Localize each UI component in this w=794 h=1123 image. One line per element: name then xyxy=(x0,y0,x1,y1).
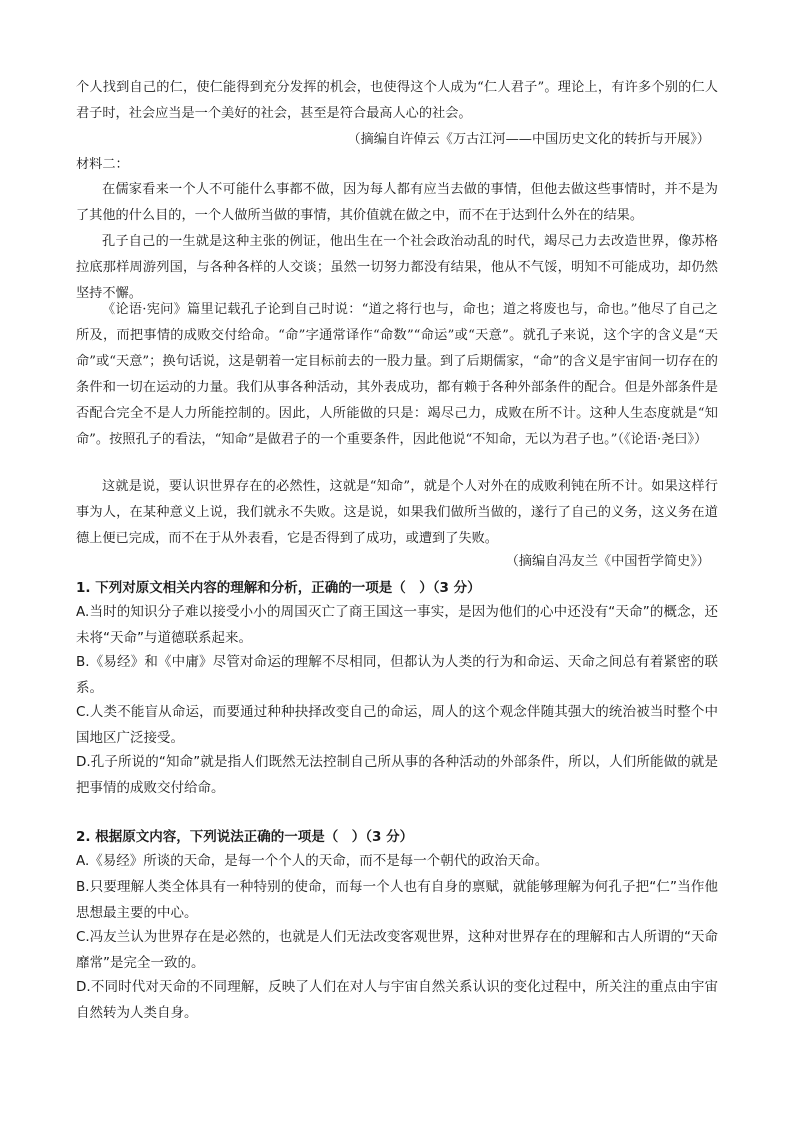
option-c: C.人类不能盲从命运，而要通过种种抉择改变自己的命运，周人的这个观念伴随其强大的统治被当时整个中国地区广泛接受。 xyxy=(76,704,718,746)
option-d: D.孔子所说的“知命”就是指人们既然无法控制自己所从事的各种活动的外部条件，所以，人们所能做的就是把事情的成败交付给命。 xyxy=(76,754,718,796)
passage-paragraph: 这就是说，要认识世界存在的必然性，这就是“知命”，就是个人对外在的成败利钝在所不计。如果这样行事为人，在某种意义上说，我们就永不失败。这是说，如果我们做所当做的，遂行了自己的义务，这义务在道德上便已完成，而不在于从外表看，它是否得到了成功，或遭到了失败。 xyxy=(76,479,718,546)
citation-source: （摘编自冯友兰《中国哲学简史》） xyxy=(505,554,710,569)
option-b: B.只要理解人类全体具有一种特别的使命，而每一个人也有自身的禀赋，就能够理解为何孔子把“仁”当作他思想最主要的中心。 xyxy=(76,879,718,921)
option-a: A.当时的知识分子难以接受小小的周国灭亡了商王国这一事实，是因为他们的心中还没有“天命”的概念，还未将“天命”与道德联系起来。 xyxy=(76,604,718,646)
passage-paragraph: 《论语·宪问》篇里记载孔子论到自己时说：“道之将行也与，命也；道之将废也与，命也。”他尽了自己之所及，而把事情的成败交付给命。“命”字通常译作“命数”“命运”或“天意”。就孔子来说，这个字的含义是“天命”或“天意”；换句话说，这是朝着一定目标前去的一股力量。到了后期儒家，“命”的含义是宇宙间一切存在的条件和一切在运动的力量。我们从事各种活动，其外表成功，都有赖于各种外部条件的配合。但是外部条件是否配合完全不是人力所能控制的。因此，人所能做的只是：竭尽己力，成败在所不计。这种人生态度就是“知命”。按照孔子的看法，“知命”是做君子的一个重要条件，因此他说“不知命，无以为君子也。”（《论语·尧曰》） xyxy=(76,302,718,447)
passage-paragraph: 孔子自己的一生就是这种主张的例证，他出生在一个社会政治动乱的时代，竭尽己力去改造世界，像苏格拉底那样周游列国，与各种各样的人交谈；虽然一切努力都没有结果，他从不气馁，明知不可能成功，却仍然坚持不懈。 xyxy=(76,234,718,301)
passage-paragraph: 在儒家看来一个人不可能什么事都不做，因为每人都有应当去做的事情，但他去做这些事情时，并不是为了其他的什么目的，一个人做所当做的事情，其价值就在做之中，而不在于达到什么外在的结果。 xyxy=(76,182,718,223)
option-a: A.《易经》所谈的天命，是每一个个人的天命，而不是每一个朝代的政治天命。 xyxy=(76,853,549,869)
question-title: 1. 下列对原文相关内容的理解和分析，正确的一项是（ ）（3 分） xyxy=(76,580,481,596)
material-label: 材料二： xyxy=(76,157,129,172)
option-b: B.《易经》和《中庸》尽管对命运的理解不尽相同，但都认为人类的行为和命运、天命之间总有着紧密的联系。 xyxy=(76,654,718,696)
citation-source: （摘编自许倬云《万古江河——中国历史文化的转折与开展》） xyxy=(347,132,710,147)
option-c: C.冯友兰认为世界存在是必然的，也就是人们无法改变客观世界，这种对世界存在的理解和古人所谓的“天命靡常”是完全一致的。 xyxy=(76,929,718,971)
passage-paragraph: 个人找到自己的仁，使仁能得到充分发挥的机会，也使得这个人成为“仁人君子”。理论上，有许多个别的仁人君子时，社会应当是一个美好的社会，甚至是符合最高人心的社会。 xyxy=(76,80,718,121)
option-d: D.不同时代对天命的不同理解，反映了人们在对人与宇宙自然关系认识的变化过程中，所关注的重点由宇宙自然转为人类自身。 xyxy=(76,979,718,1021)
question-title: 2. 根据原文内容，下列说法正确的一项是（ ）（3 分） xyxy=(76,829,414,845)
